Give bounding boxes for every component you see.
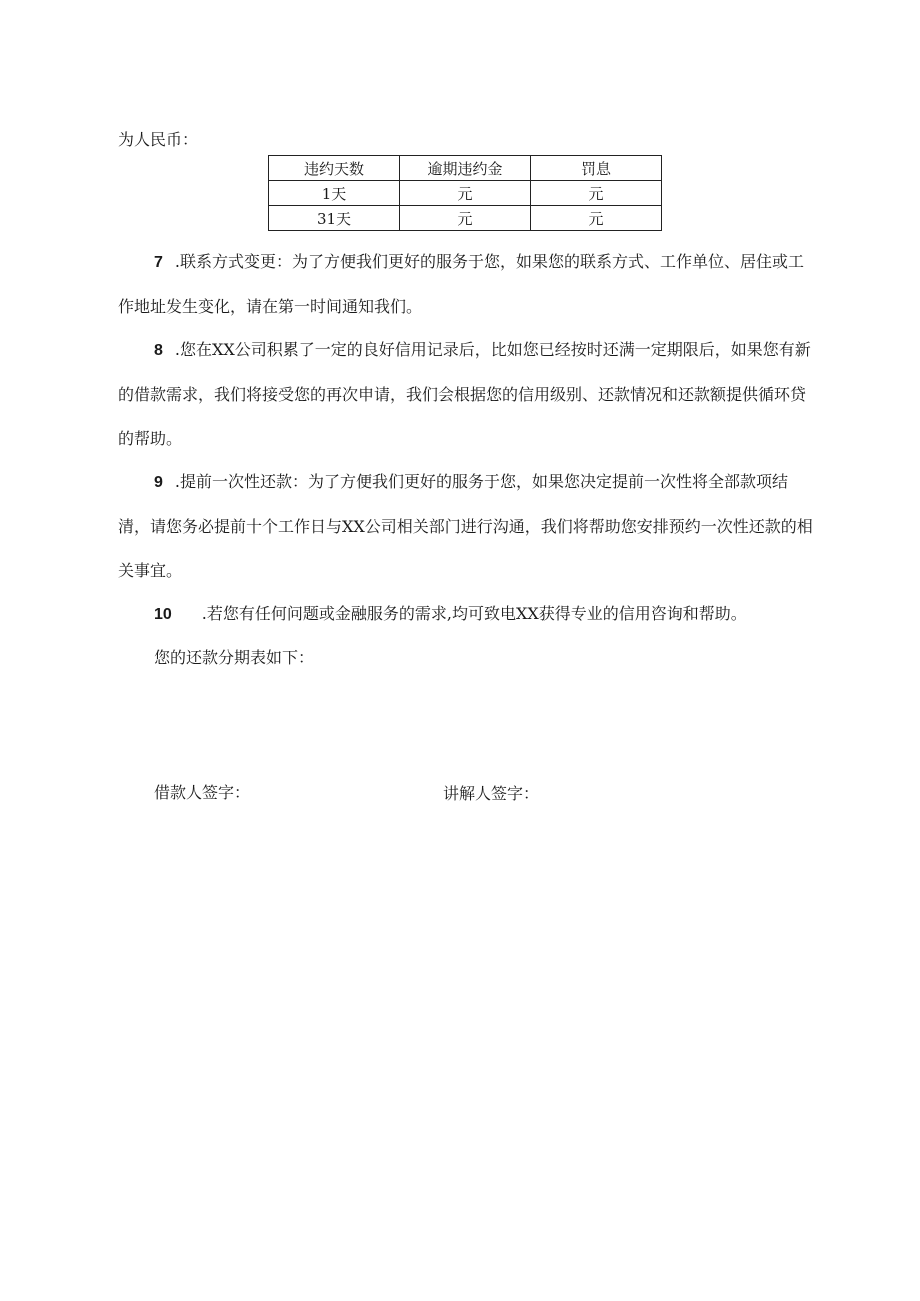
table-cell: 31天 — [269, 206, 400, 231]
clause-text: .您在XX公司积累了一定的良好信用记录后，比如您已经按时还满一定期限后，如果您有新的借款需求，我们将接受您的再次申请，我们会根据您的信用级别、还款情况和还款额提供循环贷的帮助。 — [118, 340, 811, 448]
header-late-fee: 逾期违约金 — [400, 156, 531, 181]
borrower-signature-label: 借款人签字： — [154, 783, 251, 802]
clause-number: 10 — [154, 606, 172, 623]
penalty-table — [268, 155, 662, 231]
explainer-signature-label: 讲解人签字： — [443, 784, 540, 803]
header-overdue-days: 违约天数 — [269, 156, 400, 181]
clause-text: .联系方式变更：为了方便我们更好的服务于您，如果您的联系方式、工作单位、居住或工作地址发生变化，请在第一时间通知我们。 — [118, 252, 804, 316]
header-penalty-interest: 罚息 — [531, 156, 662, 181]
table-cell: 元 — [400, 181, 531, 206]
clause-text: .提前一次性还款：为了方便我们更好的服务于您，如果您决定提前一次性将全部款项结清，请您务必提前十个工作日与XX公司相关部门进行沟通，我们将帮助您安排预约一次性还款的相关事宜。 — [118, 472, 813, 580]
table-cell: 元 — [400, 206, 531, 231]
clause-9 — [118, 460, 818, 593]
currency-intro: 为人民币： — [118, 130, 199, 149]
table-row — [269, 181, 662, 206]
clause-text: .若您有任何问题或金融服务的需求,均可致电XX获得专业的信用咨询和帮助。 — [201, 604, 747, 623]
table-cell: 1天 — [269, 181, 400, 206]
clause-number: 9 — [154, 474, 163, 491]
table-cell: 元 — [531, 206, 662, 231]
table-cell: 元 — [531, 181, 662, 206]
clause-8 — [118, 328, 818, 461]
clause-number: 7 — [154, 254, 163, 271]
table-row — [269, 206, 662, 231]
clause-number: 8 — [154, 342, 163, 359]
clause-10 — [118, 592, 818, 637]
table-header-row — [269, 156, 662, 181]
schedule-intro: 您的还款分期表如下： — [154, 648, 315, 667]
clause-7 — [118, 240, 818, 329]
